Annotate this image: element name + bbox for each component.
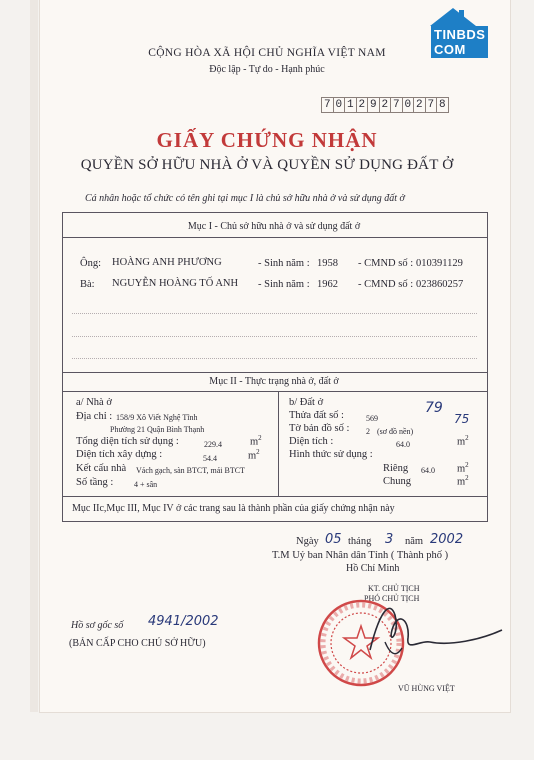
owner-prefix: Ông: (80, 258, 101, 269)
private-value: 64.0 (421, 466, 435, 475)
owner-id: 010391129 (416, 258, 463, 269)
land-title: b/ Đất ở (289, 397, 324, 408)
divider (62, 391, 487, 392)
unit: m (457, 436, 466, 448)
shared-unit (457, 474, 469, 488)
owner-name: HOÀNG ANH PHƯƠNG (112, 257, 222, 268)
divider (62, 496, 487, 497)
serial-digit: 0 (333, 97, 346, 113)
unit: m (248, 450, 257, 462)
certificate-title: GIẤY CHỨNG NHẬN (156, 128, 378, 152)
land-area-label: Diện tích : (289, 436, 334, 447)
serial-digit: 7 (390, 97, 403, 113)
address-line2: Phường 21 Quận Bình Thạnh (110, 425, 205, 434)
kt-label: KT. CHỦ TỊCH (368, 584, 420, 593)
file-label: Hồ sơ gốc số (71, 620, 124, 631)
watermark-line2: COM (434, 42, 466, 57)
serial-digit: 1 (344, 97, 357, 113)
serial-digit: 7 (321, 97, 334, 113)
usage-label: Hình thức sử dụng : (289, 449, 373, 460)
floors-label: Số tầng : (76, 477, 114, 488)
date-year-label: năm (405, 536, 424, 547)
floors-value: 4 + sân (134, 480, 158, 489)
parcel-value: 569 (366, 414, 378, 423)
total-area-unit (250, 434, 262, 448)
map-sheet-label: Tờ bản đồ số : (289, 423, 350, 434)
unit-sup: 2 (258, 434, 262, 442)
structure-label: Kết cấu nhà (76, 463, 127, 474)
owner-id-label: - CMND số : (358, 258, 414, 269)
total-area-value: 229.4 (204, 440, 222, 449)
authority-line1: T.M Uỷ ban Nhân dân Tỉnh ( Thành phố ) (272, 550, 449, 561)
blank-line (72, 358, 477, 359)
land-area-unit (457, 434, 469, 448)
land-area-value: 64.0 (396, 440, 410, 449)
date-month: 3 (385, 532, 394, 547)
republic-heading: CỘNG HÒA XÃ HỘI CHỦ NGHĨA VIỆT NAM (148, 47, 386, 59)
copy-label: (BẢN CẤP CHO CHỦ SỞ HỮU) (69, 638, 206, 649)
private-label: Riêng (383, 463, 409, 474)
authority-line2: Hồ Chí Minh (346, 563, 400, 574)
deputy-label: PHÓ CHỦ TỊCH (364, 594, 420, 603)
private-unit (457, 461, 469, 475)
serial-digit: 7 (425, 97, 438, 113)
unit-sup: 2 (465, 434, 469, 442)
unit: m (457, 476, 466, 488)
owner-name: NGUYỄN HOÀNG TỐ ANH (112, 278, 239, 289)
unit-sup: 2 (465, 461, 469, 469)
map-handwritten: 75 (454, 412, 470, 426)
motto: Độc lập - Tự do - Hạnh phúc (209, 64, 325, 75)
date-month-label: tháng (348, 536, 372, 547)
house-title: a/ Nhà ở (76, 397, 112, 408)
total-area-label: Tổng diện tích sử dụng : (76, 436, 179, 447)
owner-born-label: - Sinh năm : (258, 279, 310, 290)
section1-heading: Mục I - Chủ sở hữu nhà ở và sử dụng đất ở (187, 221, 361, 232)
owner-prefix: Bà: (80, 279, 95, 290)
serial-digit: 9 (367, 97, 380, 113)
parcel-handwritten: 79 (425, 400, 443, 416)
owner-id: 023860257 (416, 279, 464, 290)
owner-born: 1962 (317, 279, 338, 290)
date-day: 05 (325, 532, 342, 547)
parcel-label: Thửa đất số : (289, 410, 344, 421)
address-label: Địa chỉ : (76, 411, 113, 422)
map-sheet-value: 2 (366, 427, 370, 436)
file-number: 4941/2002 (148, 614, 219, 629)
map-sheet-note: (sơ đồ nền) (377, 427, 414, 436)
divider (62, 372, 487, 373)
serial-digit: 8 (436, 97, 449, 113)
page-binding-edge (30, 0, 38, 712)
blank-line (72, 336, 477, 337)
unit: m (457, 463, 466, 475)
shared-label: Chung (383, 476, 412, 487)
intro-text: Cá nhân hoặc tổ chức có tên ghi tại mục I là chủ sở hữu nhà ở và sử dụng đất ở (85, 193, 405, 204)
owner-born-label: - Sinh năm : (258, 258, 310, 269)
column-divider (278, 391, 279, 496)
blank-line (72, 313, 477, 314)
section2-heading: Mục II - Thực trạng nhà ở, đất ở (209, 376, 339, 387)
serial-number (322, 96, 449, 113)
address-line1: 158/9 Xô Viết Nghệ Tĩnh (116, 413, 198, 422)
attachment-note: Mục IIc,Mục III, Mục IV ở các trang sau là thành phần của giấy chứng nhận này (72, 503, 395, 514)
built-area-value: 54.4 (203, 454, 217, 463)
date-day-label: Ngày (296, 536, 319, 547)
serial-digit: 2 (356, 97, 369, 113)
serial-digit: 0 (402, 97, 415, 113)
built-area-label: Diện tích xây dựng : (76, 449, 163, 460)
watermark-line1: TINBDS (434, 27, 486, 42)
serial-digit: 2 (413, 97, 426, 113)
owner-born: 1958 (317, 258, 338, 269)
unit: m (250, 436, 259, 448)
signature (330, 590, 510, 670)
unit-sup: 2 (256, 448, 260, 456)
structure-value: Vách gạch, sàn BTCT, mái BTCT (136, 466, 245, 475)
unit-sup: 2 (465, 474, 469, 482)
owner-id-label: - CMND số : (358, 279, 414, 290)
signer-name: VŨ HÙNG VIỆT (398, 684, 455, 693)
built-area-unit (248, 448, 260, 462)
date-year: 2002 (430, 532, 464, 547)
owner-row (80, 258, 101, 269)
divider (62, 237, 487, 238)
serial-digit: 2 (379, 97, 392, 113)
certificate-subtitle: QUYỀN SỞ HỮU NHÀ Ở VÀ QUYỀN SỬ DỤNG ĐẤT Ở (80, 157, 454, 173)
